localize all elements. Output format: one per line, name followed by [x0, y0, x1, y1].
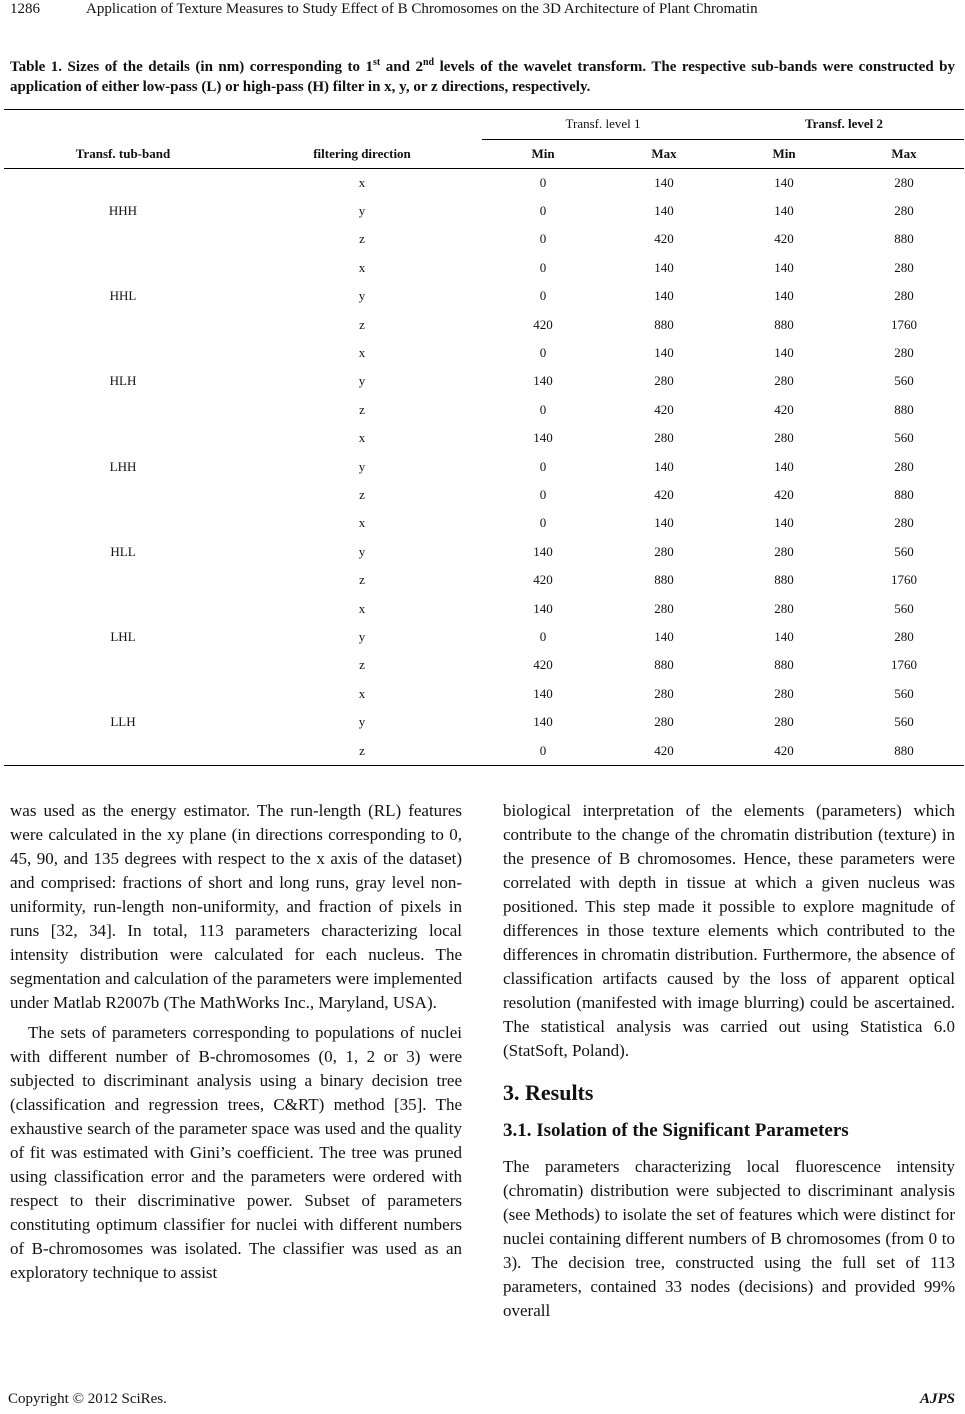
value-cell: 280	[654, 685, 674, 701]
direction-cell: y	[358, 203, 366, 219]
value-cell: 880	[654, 572, 674, 588]
direction-cell: y	[358, 628, 366, 644]
value-cell: 140	[774, 203, 794, 219]
group-header-level-2: Transf. level 2	[804, 116, 884, 131]
value-cell: 140	[533, 685, 553, 701]
value-cell: 280	[894, 259, 914, 275]
value-cell: 420	[654, 401, 674, 417]
value-cell: 880	[774, 316, 794, 332]
value-cell: 280	[894, 515, 914, 531]
value-cell: 0	[539, 259, 547, 275]
value-cell: 420	[654, 742, 674, 758]
value-cell: 1760	[891, 572, 917, 588]
direction-cell: y	[358, 714, 366, 730]
value-cell: 140	[533, 373, 553, 389]
subband-cell: LLH	[110, 714, 136, 730]
table-row	[4, 594, 964, 622]
header-blank	[4, 109, 242, 140]
caption-sup-nd: nd	[422, 57, 435, 68]
direction-cell: y	[358, 458, 366, 474]
value-cell: 0	[539, 515, 547, 531]
direction-cell: z	[359, 572, 365, 588]
table-row	[4, 509, 964, 537]
table-row	[4, 339, 964, 367]
value-cell: 0	[539, 628, 547, 644]
direction-cell: x	[358, 685, 366, 701]
value-cell: 880	[774, 657, 794, 673]
subband-cell: HHL	[109, 288, 137, 304]
table-row	[4, 169, 964, 197]
col-header-l2-max: Max	[844, 140, 964, 169]
table-bottom-rule	[4, 765, 964, 766]
section-heading: 3. Results	[503, 1080, 594, 1105]
value-cell: 0	[539, 345, 547, 361]
value-cell: 880	[894, 486, 914, 502]
value-cell: 280	[654, 543, 674, 559]
value-cell: 420	[774, 486, 794, 502]
direction-cell: z	[359, 401, 365, 417]
value-cell: 420	[654, 231, 674, 247]
subsection-heading: 3.1. Isolation of the Significant Parameters	[503, 1120, 849, 1141]
value-cell: 1760	[891, 316, 917, 332]
direction-cell: z	[359, 742, 365, 758]
direction-cell: x	[358, 600, 366, 616]
value-cell: 0	[539, 401, 547, 417]
value-cell: 560	[894, 543, 914, 559]
journal-abbrev: AJPS	[919, 1391, 955, 1407]
subband-cell: HLL	[110, 543, 136, 559]
value-cell: 140	[654, 345, 674, 361]
col-header-subband: Transf. tub-band	[4, 140, 242, 169]
page-number: 1286	[10, 1, 40, 17]
value-cell: 280	[774, 600, 794, 616]
value-cell: 0	[539, 458, 547, 474]
body-paragraph: was used as the energy estimator. The run-length (RL) features were calculated in the xy plane (in directions corresponding to 0, 45, 90, and 135 degrees with respect to the x axis of the dataset) and comprised: fractions of short and long runs, gray level non-uniformity, run-length non-uniformity, and fraction of pixels in runs [32, 34]. In total, 113 parameters characterizing local intensity distribution were calculated for each nucleus. The segmentation and calculation of the parameters were implemented under Matlab R2007b (The MathWorks Inc., Maryland, USA).	[10, 801, 462, 1012]
left-column	[10, 799, 462, 1285]
value-cell: 280	[894, 458, 914, 474]
caption-text: Table 1. Sizes of the details (in nm) corresponding to 1	[10, 59, 374, 75]
direction-cell: z	[359, 657, 365, 673]
body-paragraph: The sets of parameters corresponding to populations of nuclei with different number of B-chromosomes (0, 1, 2 or 3) were subjected to discriminant analysis using a binary decision tree (classification and regression trees, C&RT) method [35]. The exhaustive search of the parameter space was used and the quality of fit was estimated with Gini’s coefficient. The tree was pruned using classification error and the parameters were ordered with respect to their discriminative power. Subset of parameters constituting optimum classifier for nuclei with different numbers of B-chromosomes was isolated. The classifier was used as an exploratory technique to assist	[10, 1023, 462, 1282]
value-cell: 280	[774, 430, 794, 446]
value-cell: 280	[774, 373, 794, 389]
value-cell: 140	[774, 458, 794, 474]
value-cell: 880	[894, 742, 914, 758]
right-column	[503, 799, 955, 1323]
value-cell: 560	[894, 685, 914, 701]
caption-sup-st: st	[373, 57, 381, 68]
col-header-l1-min: Min	[482, 140, 604, 169]
value-cell: 420	[774, 401, 794, 417]
value-cell: 0	[539, 203, 547, 219]
value-cell: 280	[654, 430, 674, 446]
direction-cell: x	[358, 174, 366, 190]
value-cell: 140	[774, 174, 794, 190]
copyright: Copyright © 2012 SciRes.	[8, 1391, 167, 1407]
group-header-level-1: Transf. level 1	[565, 116, 641, 131]
value-cell: 280	[774, 685, 794, 701]
value-cell: 140	[654, 288, 674, 304]
value-cell: 420	[533, 657, 553, 673]
value-cell: 140	[654, 458, 674, 474]
value-cell: 0	[539, 288, 547, 304]
value-cell: 140	[774, 628, 794, 644]
table-row	[4, 680, 964, 708]
value-cell: 0	[539, 231, 547, 247]
subband-cell: HLH	[109, 373, 137, 389]
value-cell: 420	[774, 742, 794, 758]
table-caption	[10, 53, 955, 97]
table-row	[4, 254, 964, 282]
direction-cell: x	[358, 345, 366, 361]
value-cell: 140	[533, 714, 553, 730]
value-cell: 280	[894, 288, 914, 304]
value-cell: 140	[533, 543, 553, 559]
header-blank	[242, 109, 482, 140]
value-cell: 280	[894, 203, 914, 219]
table-row	[4, 424, 964, 452]
running-title: Application of Texture Measures to Study Effect of B Chromosomes on the 3D Architecture of Plant Chromatin	[86, 1, 758, 17]
value-cell: 420	[533, 316, 553, 332]
value-cell: 560	[894, 430, 914, 446]
subband-cell: LHL	[110, 628, 136, 644]
value-cell: 140	[774, 288, 794, 304]
value-cell: 560	[894, 714, 914, 730]
direction-cell: y	[358, 373, 366, 389]
direction-cell: y	[358, 288, 366, 304]
value-cell: 280	[774, 714, 794, 730]
direction-cell: x	[358, 430, 366, 446]
value-cell: 880	[774, 572, 794, 588]
direction-cell: x	[358, 259, 366, 275]
value-cell: 280	[774, 543, 794, 559]
value-cell: 560	[894, 600, 914, 616]
page-footer	[8, 1391, 955, 1408]
value-cell: 280	[654, 714, 674, 730]
value-cell: 140	[654, 259, 674, 275]
value-cell: 140	[774, 259, 794, 275]
value-cell: 880	[894, 231, 914, 247]
direction-cell: y	[358, 543, 366, 559]
subband-cell: LHH	[109, 458, 137, 474]
value-cell: 880	[654, 657, 674, 673]
direction-cell: x	[358, 515, 366, 531]
value-cell: 0	[539, 742, 547, 758]
value-cell: 0	[539, 174, 547, 190]
body-paragraph: The parameters characterizing local fluorescence intensity (chromatin) distribution were subjected to discriminant analysis (see Methods) to isolate the set of features which were distinct for nuclei containing different numbers of B chromosomes (from 0 to 3). The decision tree, constructed using the full set of 113 parameters, contained 33 nodes (decisions) and provided 99% overall	[503, 1157, 955, 1320]
direction-cell: z	[359, 231, 365, 247]
value-cell: 280	[654, 373, 674, 389]
col-header-direction: filtering direction	[242, 140, 482, 169]
value-cell: 140	[533, 600, 553, 616]
value-cell: 140	[654, 174, 674, 190]
value-cell: 420	[774, 231, 794, 247]
value-cell: 880	[894, 401, 914, 417]
col-header-l2-min: Min	[724, 140, 844, 169]
value-cell: 140	[533, 430, 553, 446]
value-cell: 280	[894, 628, 914, 644]
value-cell: 880	[654, 316, 674, 332]
value-cell: 1760	[891, 657, 917, 673]
value-cell: 280	[894, 345, 914, 361]
col-header-l1-max: Max	[604, 140, 724, 169]
value-cell: 280	[654, 600, 674, 616]
value-cell: 280	[894, 174, 914, 190]
value-cell: 420	[654, 486, 674, 502]
value-cell: 140	[654, 515, 674, 531]
value-cell: 560	[894, 373, 914, 389]
subband-cell: HHH	[108, 203, 138, 219]
value-cell: 420	[533, 572, 553, 588]
sizes-table	[4, 109, 964, 765]
direction-cell: z	[359, 486, 365, 502]
value-cell: 140	[654, 628, 674, 644]
table-body	[4, 169, 964, 765]
page-header	[8, 0, 957, 24]
caption-text-mid: and 2	[380, 59, 423, 75]
value-cell: 0	[539, 486, 547, 502]
body-paragraph: biological interpretation of the elements (parameters) which contribute to the change of the chromatin distribution (texture) in the presence of B chromosomes. Hence, these parameters were correlated with depth in tissue at which a given nucleus was positioned. This step made it possible to explore magnitude of differences in those texture elements which contributed to the differences in chromatin distribution. Furthermore, the absence of classification artifacts caused by the loss of apparent optical resolution (manifested with image blurring) could be ascertained. The statistical analysis was carried out using Statistica 6.0 (StatSoft, Poland).	[503, 801, 955, 1060]
value-cell: 140	[774, 515, 794, 531]
caption-text-post: levels of the wavelet transform. The respective sub-bands were constructed by application of either low-pass (L) or high-pass (H) filter in x, y, or z directions, respectively.	[10, 59, 956, 95]
value-cell: 140	[654, 203, 674, 219]
direction-cell: z	[359, 316, 365, 332]
value-cell: 140	[774, 345, 794, 361]
